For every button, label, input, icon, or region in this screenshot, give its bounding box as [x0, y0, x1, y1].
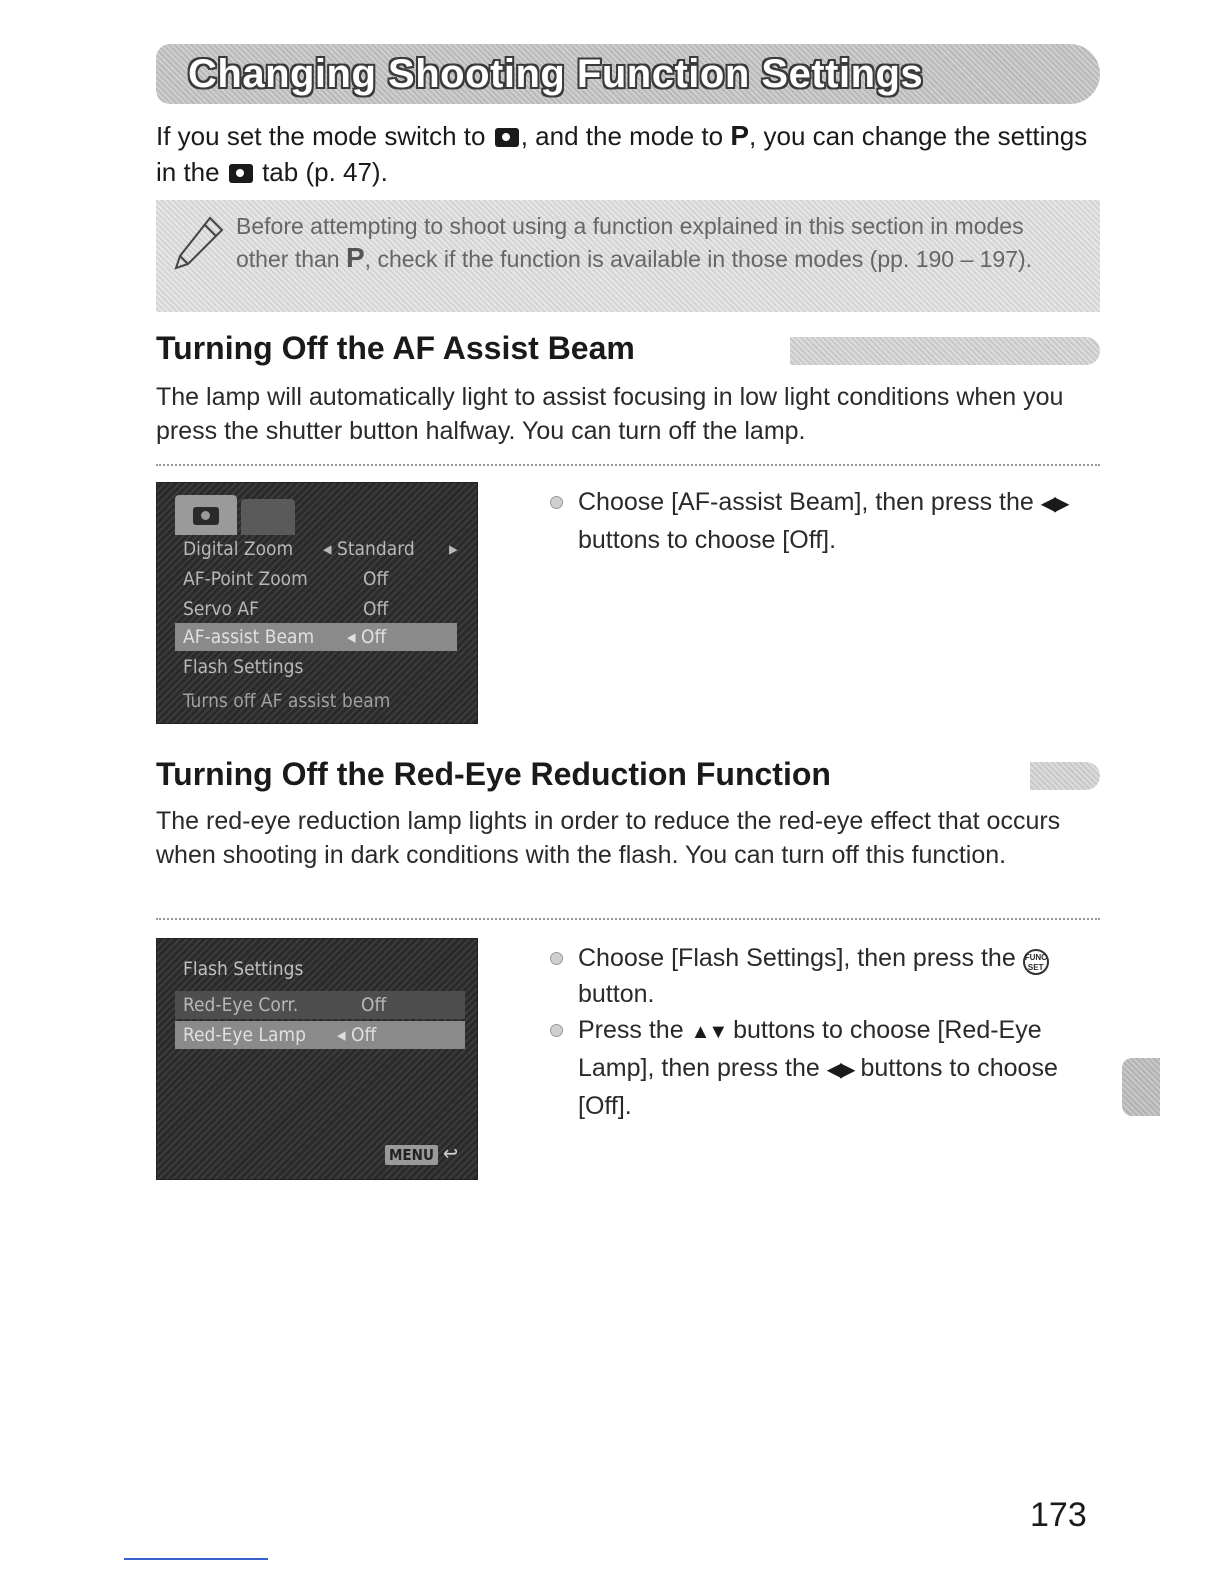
camera-icon: [495, 128, 519, 147]
func-set-button-icon: [1023, 949, 1049, 975]
tools-tab: [241, 499, 295, 535]
divider: [156, 464, 1100, 466]
menu-row-red-eye-lamp: [175, 1021, 465, 1049]
camera-tab: [175, 495, 237, 535]
menu-row-af-assist-beam: [175, 623, 457, 651]
af-step-text-2: buttons to choose [Off].: [578, 526, 837, 554]
af-step-text-1: Choose [AF-assist Beam], then press the: [578, 488, 1034, 516]
af-assist-description: The lamp will automatically light to assist focusing in low light conditions when you press the shutter button halfway. You can turn off the lamp.: [156, 383, 1064, 445]
menu-help-label: Turns off AF assist beam: [183, 690, 391, 712]
left-right-arrows-icon: ◀▶: [1040, 493, 1068, 515]
menu-row-label: Red-Eye Lamp: [183, 1024, 306, 1046]
step-bullet-icon: [550, 1024, 563, 1037]
menu-row-label: Red-Eye Corr.: [183, 994, 299, 1016]
divider: [156, 918, 1100, 920]
set-label: SET: [1027, 963, 1044, 972]
menu-row-value: Off: [361, 994, 387, 1016]
section-title-af-assist: Turning Off the AF Assist Beam: [156, 330, 635, 366]
red-eye-description: The red-eye reduction lamp lights in order to reduce the red-eye effect that occurs when shooting in dark conditions with the flash. You can turn off this function.: [156, 807, 1061, 869]
menu-row-label: AF-Point Zoom: [183, 568, 308, 590]
menu-button-icon: MENU: [385, 1145, 438, 1165]
menu-row-label: AF-assist Beam: [183, 626, 315, 648]
bottom-rule: [124, 1558, 268, 1560]
section-bar: [790, 337, 1100, 365]
menu-row-value: ◂ Off: [337, 1024, 377, 1046]
program-mode-icon: P: [730, 120, 750, 151]
camera-icon: [193, 507, 219, 525]
page-number: 173: [1030, 1496, 1087, 1534]
chapter-side-tab: [1122, 1058, 1160, 1116]
right-arrow-icon: ▸: [449, 538, 458, 560]
flash-settings-screen: [156, 938, 478, 1180]
red-eye-step2-text-1: Press the: [578, 1016, 684, 1044]
note-text: [236, 210, 1066, 275]
menu-row-digital-zoom: [157, 535, 477, 563]
red-eye-step-1: [578, 940, 1098, 1012]
red-eye-step2-text-2: buttons to choose [Red-Eye Lamp], then press the: [578, 1016, 1042, 1082]
intro-text-4: tab (p. 47).: [262, 157, 388, 187]
menu-row-value: Off: [363, 568, 389, 590]
intro-text-3: , you can change the settings in the: [156, 121, 1088, 187]
note-text-1: Before attempting to shoot using a function explained in this section in modes other than: [236, 213, 1024, 272]
title-banner: [156, 44, 1100, 104]
red-eye-step-2: [578, 1012, 1108, 1124]
section-title-red-eye: Turning Off the Red-Eye Reduction Function: [156, 756, 831, 792]
step-bullet-icon: [550, 496, 563, 509]
program-mode-icon: P: [345, 242, 365, 273]
menu-row-value: ◂ Standard: [323, 538, 415, 560]
menu-row-af-point-zoom: [157, 565, 477, 593]
menu-row-flash-settings: [157, 653, 477, 681]
func-label: FUNC: [1024, 953, 1047, 962]
menu-row-label: Digital Zoom: [183, 538, 294, 560]
section-bar: [1030, 762, 1100, 790]
menu-row-red-eye-corr: [175, 991, 465, 1019]
intro-text-2: , and the mode to: [520, 121, 724, 151]
page-title: Changing Shooting Function Settings: [188, 51, 924, 96]
menu-help-text: [157, 687, 477, 715]
menu-row-value: Off: [363, 598, 389, 620]
flash-settings-header: [157, 955, 477, 983]
af-step-1: [578, 484, 1098, 558]
menu-row-label: Flash Settings: [183, 656, 304, 678]
camera-tab-icon: [229, 164, 253, 183]
menu-row-label: Servo AF: [183, 598, 259, 620]
step-bullet-icon: [550, 952, 563, 965]
intro-paragraph: [156, 118, 1096, 190]
pencil-icon: [170, 214, 226, 276]
menu-row-servo-af: [157, 595, 477, 623]
note-text-2: , check if the function is available in those modes (pp. 190 – 197).: [364, 246, 1033, 272]
back-arrow-icon: ↩: [443, 1141, 459, 1165]
left-right-arrows-icon: ◀▶: [826, 1059, 854, 1081]
red-eye-step1-text-1: Choose [Flash Settings], then press the: [578, 944, 1016, 972]
intro-text-1: If you set the mode switch to: [156, 121, 486, 151]
screen-header-label: Flash Settings: [183, 958, 304, 980]
up-down-arrows-icon: ▲▼: [690, 1021, 727, 1043]
red-eye-step1-text-2: button.: [578, 980, 655, 1008]
af-menu-screen: [156, 482, 478, 724]
red-eye-step2-text-3: buttons to choose [Off].: [578, 1054, 1058, 1120]
menu-row-value: ◂ Off: [347, 626, 387, 648]
